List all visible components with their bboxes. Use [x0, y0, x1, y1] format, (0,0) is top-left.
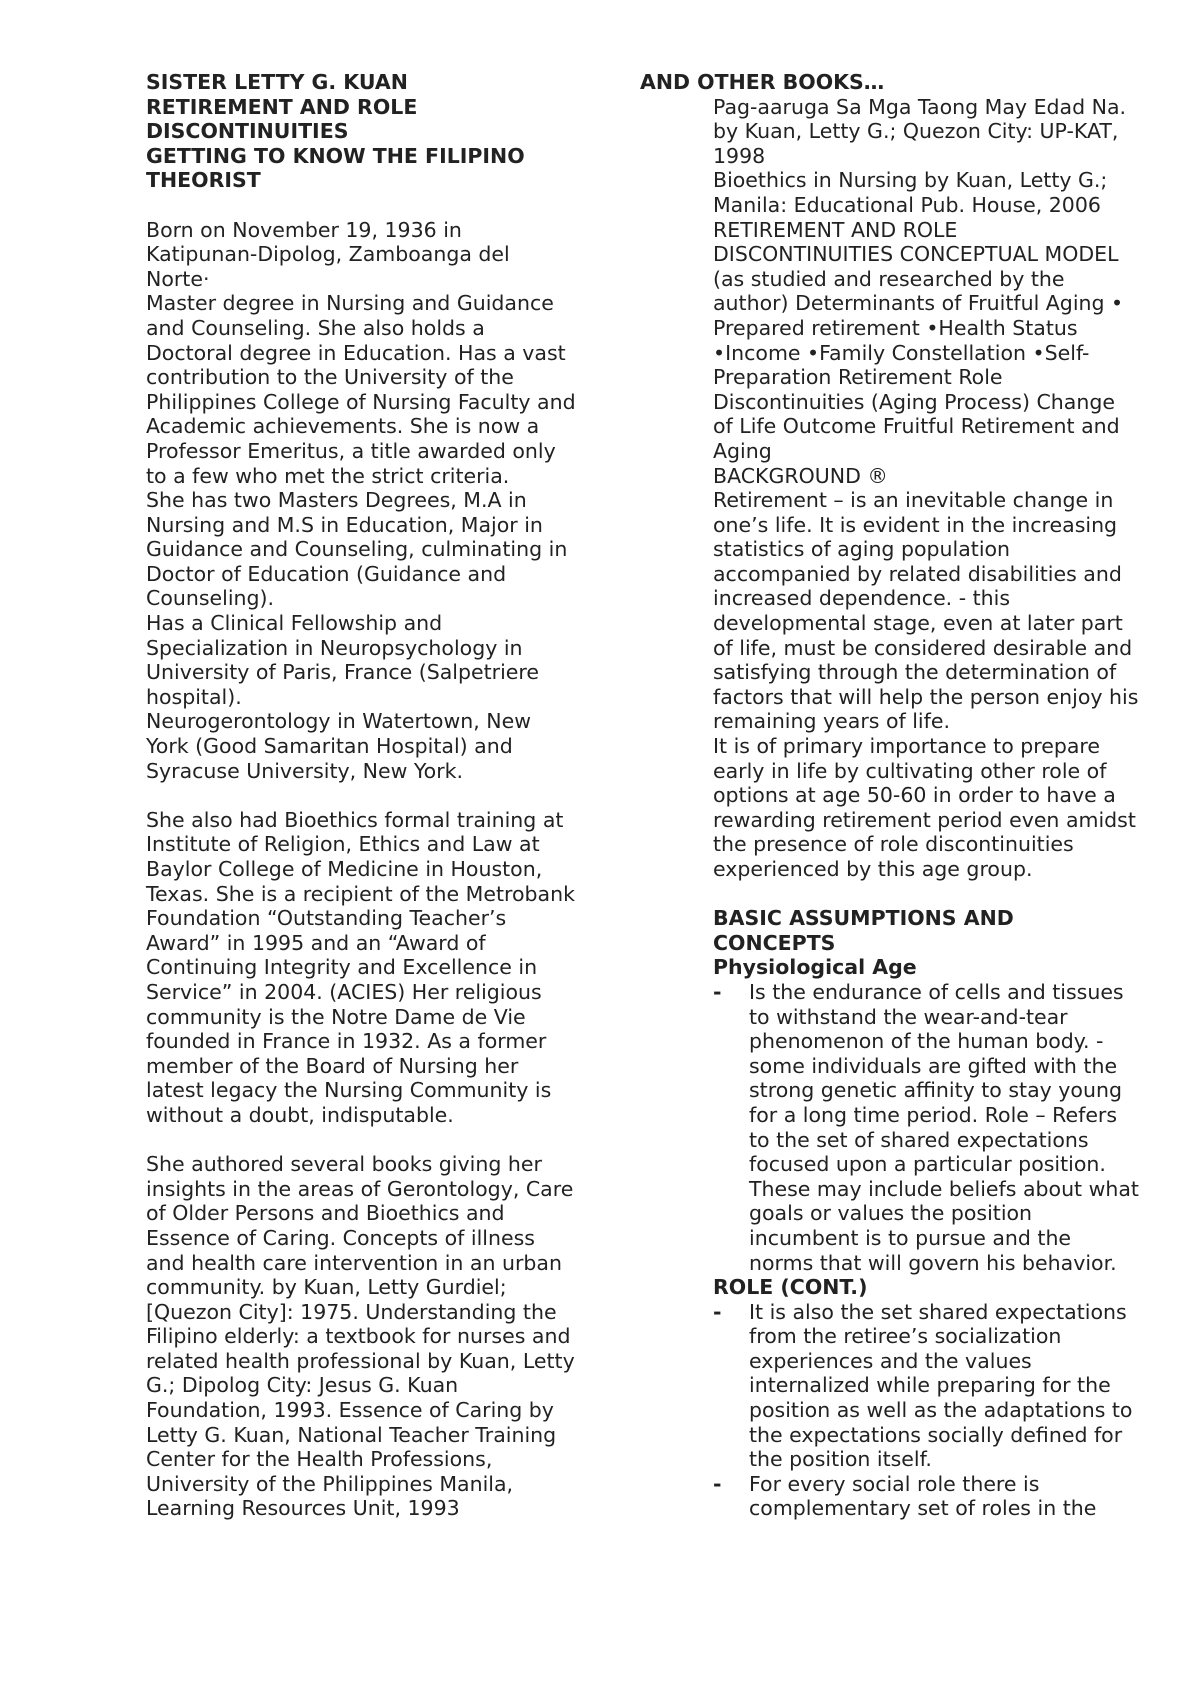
right-column [640, 70, 1140, 1521]
list-item: - For every social role there is complementary set of roles in the [713, 1472, 1140, 1521]
book-entry: Pag-aaruga Sa Mga Taong May Edad Na. by Kuan, Letty G.; Quezon City: UP-KAT, 1998 [713, 94, 1127, 168]
list-item: - Is the endurance of cells and tissues to withstand the wear-and-tear phenomenon of the human body. -some individuals are gifted with the strong genetic affinity to stay young for a long time period. Role – Refers to the set of shared expectations focused upon a particular position. These may include beliefs about what goals or values the position incumbent is to pursue and the norms that will govern his behavior. [713, 980, 1140, 1275]
conceptual-model-paragraph: RETIREMENT AND ROLE DISCONTINUITIES CONCEPTUAL MODEL (as studied and researched by the author) Determinants of Fruitful Aging • Prepared retirement •Health Status •Income •Family Constellation •Self- Preparation Retirement Role Discontinuities (Aging Process) Change of Life Outcome Fruitful Retirement and Aging [713, 217, 1124, 463]
bio-paragraph: Has a Clinical Fellowship and Specialization in Neuropsychology in University of Paris, France (Salpetriere hospital). [146, 611, 539, 709]
title-line: RETIREMENT AND ROLE [146, 94, 418, 119]
other-books-section [640, 95, 1140, 980]
list-item: - It is also the set shared expectations from the retiree’s socialization experiences and the values internalized while preparing for the position as well as the adaptations to the expectations socially defined for the position itself. [713, 1300, 1140, 1472]
role-cont-heading: ROLE (CONT.) [713, 1275, 868, 1300]
books-paragraph: She authored several books giving her insights in the areas of Gerontology, Care of Older Persons and Bioethics and Essence of Caring. Concepts of illness and health care intervention in an urban community. by Kuan, Letty Gurdiel; [Quezon City]: 1975. Understanding the Filipino elderly: a textbook for nurses and related health professional by Kuan, Letty G.; Dipolog City: Jesus G. Kuan Foundation, 1993. Essence of Caring by Letty G. Kuan, National Teacher Training Center for the Health Professions, University of the Philippines Manila, Learning Resources Unit, 1993 [146, 1152, 575, 1521]
bio-paragraph: Born on November 19, 1936 in Katipunan-Dipolog, Zamboanga del Norte· [146, 217, 510, 291]
background-label: BACKGROUND ® [713, 463, 888, 488]
title-line: DISCONTINUITIES [146, 119, 349, 144]
other-books-heading: AND OTHER BOOKS… [640, 70, 885, 94]
assumptions-heading: BASIC ASSUMPTIONS AND CONCEPTS [713, 906, 1014, 955]
title-line: THEORIST [146, 168, 261, 193]
left-column [146, 70, 576, 1521]
role-list [640, 1300, 1140, 1521]
retirement-paragraph: Retirement – is an inevitable change in one’s life. It is evident in the increasing statistics of aging population accompanied by related disabilities and increased dependence. - this developmental stage, even at later part of life, must be considered desirable and satisfying through the determination of factors that will help the person enjoy his remaining years of life. [713, 488, 1139, 734]
title-line: SISTER LETTY G. KUAN [146, 70, 408, 94]
bio-paragraph: Master degree in Nursing and Guidance and Counseling. She also holds a Doctoral degree in Education. Has a vast contribution to the University of the Philippines College of Nursing Faculty and Academic achievements. She is now a Professor Emeritus, a title awarded only to a few who met the strict criteria. [146, 291, 576, 488]
bioethics-paragraph: She also had Bioethics formal training at Institute of Religion, Ethics and Law at Baylor College of Medicine in Houston, Texas. She is a recipient of the Metrobank Foundation “Outstanding Teacher’s Award” in 1995 and an “Award of Continuing Integrity and Excellence in Service” in 2004. (ACIES) Her religious community is the Notre Dame de Vie founded in France in 1932. As a former member of the Board of Nursing her latest legacy the Nursing Community is without a doubt, indisputable. [146, 807, 575, 1127]
title-line: GETTING TO KNOW THE FILIPINO [146, 143, 525, 168]
physiological-age-list [640, 980, 1140, 1275]
bio-paragraph: She has two Masters Degrees, M.A in Nursing and M.S in Education, Major in Guidance and Counseling, culminating in Doctor of Education (Guidance and Counseling). [146, 488, 568, 611]
document-title [146, 70, 576, 193]
physiological-age-heading: Physiological Age [713, 955, 917, 980]
bio-paragraph: Neurogerontology in Watertown, New York (Good Samaritan Hospital) and Syracuse University, New York. [146, 709, 531, 783]
book-entry: Bioethics in Nursing by Kuan, Letty G.; Manila: Educational Pub. House, 2006 [713, 168, 1108, 217]
biography-section [146, 218, 576, 784]
preparation-paragraph: It is of primary importance to prepare early in life by cultivating other role of options at age 50-60 in order to have a rewarding retirement period even amidst the presence of role discontinuities experienced by this age group. [713, 734, 1136, 881]
